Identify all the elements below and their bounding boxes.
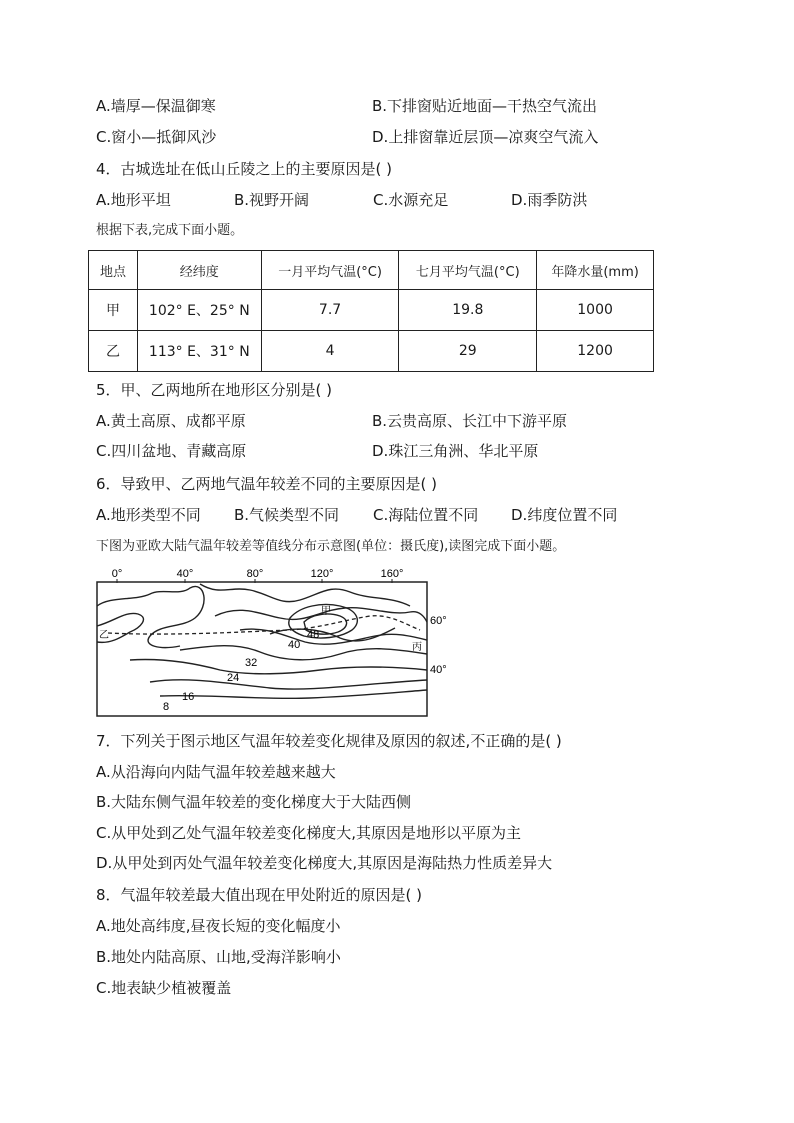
contour-label: 16 bbox=[182, 691, 195, 703]
lon-label: 0° bbox=[111, 568, 123, 580]
cell-coordinates: 102° E、25° N bbox=[137, 290, 261, 331]
q5-option-a: A.黄土高原、成都平原 bbox=[96, 412, 246, 430]
lon-label: 120° bbox=[310, 568, 334, 580]
q5-option-b: B.云贵高原、长江中下游平原 bbox=[372, 412, 568, 430]
table-row bbox=[89, 290, 654, 331]
contour-label: 40 bbox=[288, 639, 301, 651]
table-row bbox=[89, 331, 654, 372]
temperature-range-map bbox=[90, 566, 460, 718]
q8-option-b: B.地处内陆高原、山地,受海洋影响小 bbox=[96, 948, 341, 966]
q3-option-c: C.窗小—抵御风沙 bbox=[96, 128, 217, 146]
q3-option-d: D.上排窗靠近层顶—凉爽空气流入 bbox=[372, 128, 599, 146]
q7-option-b: B.大陆东侧气温年较差的变化梯度大于大陆西侧 bbox=[96, 793, 412, 811]
cell-jan-temp: 4 bbox=[261, 331, 399, 372]
q7-option-a: A.从沿海向内陆气温年较差越来越大 bbox=[96, 763, 336, 781]
climate-table bbox=[88, 250, 654, 372]
q7-option-d: D.从甲处到丙处气温年较差变化梯度大,其原因是海陆热力性质差异大 bbox=[96, 854, 553, 872]
q6-option-b: B.气候类型不同 bbox=[234, 506, 340, 524]
isolines bbox=[97, 584, 427, 698]
q6-option-c: C.海陆位置不同 bbox=[373, 506, 479, 524]
q6-option-a: A.地形类型不同 bbox=[96, 506, 201, 524]
q7-option-c: C.从甲处到乙处气温年较差变化梯度大,其原因是地形以平原为主 bbox=[96, 824, 522, 842]
q4-stem: 4．古城选址在低山丘陵之上的主要原因是( ) bbox=[96, 160, 393, 178]
q5-option-d: D.珠江三角洲、华北平原 bbox=[372, 442, 539, 460]
q8-stem: 8．气温年较差最大值出现在甲处附近的原因是( ) bbox=[96, 886, 423, 904]
contour-label: 8 bbox=[163, 701, 170, 713]
q4-option-d: D.雨季防洪 bbox=[511, 191, 588, 209]
q5-stem: 5．甲、乙两地所在地形区分别是( ) bbox=[96, 381, 333, 399]
cell-jul-temp: 29 bbox=[399, 331, 537, 372]
lon-label: 80° bbox=[246, 568, 264, 580]
q4-option-a: A.地形平坦 bbox=[96, 191, 171, 209]
point-label-yi: 乙 bbox=[99, 630, 109, 641]
map-intro: 下图为亚欧大陆气温年较差等值线分布示意图(单位：摄氏度),读图完成下面小题。 bbox=[96, 539, 566, 554]
lat-label: 60° bbox=[430, 615, 447, 627]
table-header-row bbox=[89, 251, 654, 290]
cell-jan-temp: 7.7 bbox=[261, 290, 399, 331]
point-label-jia: 甲 bbox=[321, 606, 331, 617]
header-coordinates: 经纬度 bbox=[137, 251, 261, 290]
header-jul-temp: 七月平均气温(°C) bbox=[399, 251, 537, 290]
q8-option-c: C.地表缺少植被覆盖 bbox=[96, 979, 232, 997]
q4-option-b: B.视野开阔 bbox=[234, 191, 310, 209]
point-label-bing: 丙 bbox=[412, 642, 422, 653]
contour-label: 48 bbox=[307, 629, 320, 641]
cell-precipitation: 1000 bbox=[537, 290, 654, 331]
header-jan-temp: 一月平均气温(°C) bbox=[261, 251, 399, 290]
lat-label: 40° bbox=[430, 664, 447, 676]
cell-location: 乙 bbox=[89, 331, 138, 372]
q3-option-a: A.墙厚—保温御寒 bbox=[96, 97, 216, 115]
q5-option-c: C.四川盆地、青藏高原 bbox=[96, 442, 247, 460]
header-precipitation: 年降水量(mm) bbox=[537, 251, 654, 290]
q6-stem: 6．导致甲、乙两地气温年较差不同的主要原因是( ) bbox=[96, 475, 438, 493]
lon-label: 40° bbox=[176, 568, 194, 580]
header-location: 地点 bbox=[89, 251, 138, 290]
q6-option-d: D.纬度位置不同 bbox=[511, 506, 618, 524]
q3-option-b: B.下排窗贴近地面—干热空气流出 bbox=[372, 97, 598, 115]
lon-label: 160° bbox=[380, 568, 404, 580]
cell-coordinates: 113° E、31° N bbox=[137, 331, 261, 372]
cell-precipitation: 1200 bbox=[537, 331, 654, 372]
q7-stem: 7．下列关于图示地区气温年较差变化规律及原因的叙述,不正确的是( ) bbox=[96, 732, 562, 750]
contour-label: 24 bbox=[227, 672, 240, 684]
cell-jul-temp: 19.8 bbox=[399, 290, 537, 331]
table-intro: 根据下表,完成下面小题。 bbox=[96, 223, 244, 238]
cell-location: 甲 bbox=[89, 290, 138, 331]
q8-option-a: A.地处高纬度,昼夜长短的变化幅度小 bbox=[96, 917, 341, 935]
contour-label: 32 bbox=[245, 657, 258, 669]
q4-option-c: C.水源充足 bbox=[373, 191, 449, 209]
